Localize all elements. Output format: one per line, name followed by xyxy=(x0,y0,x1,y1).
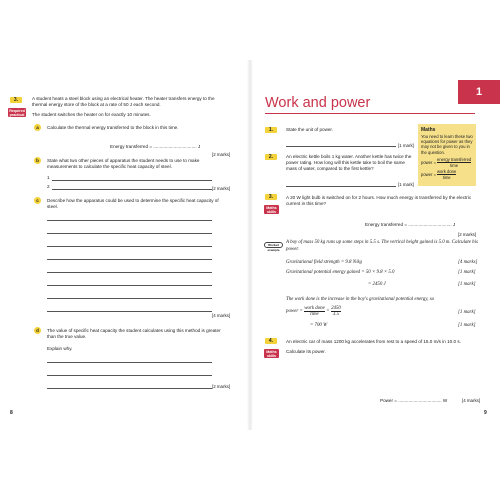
worked-line-1-marks: [4 marks] xyxy=(458,260,478,265)
part-c-answer-line[interactable] xyxy=(47,259,212,260)
part-c-answer-line[interactable] xyxy=(47,233,212,234)
part-b-label: b xyxy=(34,157,41,164)
worked-line-1: Gravitational field strength = 9.8 N/kg xyxy=(286,260,362,265)
worked-line-5-marks: [1 mark] xyxy=(458,310,476,315)
eq1-denominator: time xyxy=(450,162,459,168)
part-c-label: c xyxy=(34,197,41,204)
worked-example-badge: Worked example xyxy=(264,242,283,248)
q4-text-2: Calculate its power. xyxy=(286,349,326,354)
part-b-text: State what two other pieces of apparatus the student needs to use to make measurements to calculate the specific heat capacity of steel. xyxy=(47,158,200,169)
part-c-answer-line[interactable] xyxy=(47,311,212,312)
q3-switch-text: The student switches the heater on for exactly 10 minutes. xyxy=(32,112,151,117)
q1-text: State the unit of power. xyxy=(286,127,333,132)
l5-left: power = xyxy=(286,309,303,314)
chapter-tab: 1 xyxy=(458,80,500,104)
worked-line-5 xyxy=(286,306,341,317)
worked-text: A boy of mass 50 kg runs up some steps in 5.5 s. The vertical height gained is 5.0 m. Calculate his power. xyxy=(286,240,478,252)
q3-intro: A student heats a steel block using an electrical heater. The heater transfers energy to the thermal energy store of the block at a rate of 50 J each second. xyxy=(32,96,215,107)
part-b-item-2: 2 xyxy=(47,184,50,189)
maths-eq-1 xyxy=(421,157,473,168)
q1-marks: [1 mark] xyxy=(398,143,414,148)
part-c-answer-line[interactable] xyxy=(47,246,212,247)
part-a-marks: [2 marks] xyxy=(212,152,231,157)
header-rule xyxy=(265,113,475,114)
q1-answer-line[interactable] xyxy=(286,146,396,147)
q2-number: 2. xyxy=(265,154,277,160)
part-b-item-1: 1 xyxy=(47,175,50,180)
part-b-marks: [2 marks] xyxy=(212,186,231,191)
part-c-text: Describe how the apparatus could be used to determine the specific heat capacity of steel. xyxy=(47,198,219,209)
eq1-numerator: energy transferred xyxy=(437,156,472,162)
part-a-label: a xyxy=(34,124,41,131)
worked-line-6-marks: [1 mark] xyxy=(458,323,476,328)
part-a-text: Calculate the thermal energy transferred to the block in this time. xyxy=(47,125,179,130)
q4-text: An electric car of mass 1200 kg accelerates from rest to a speed of 15.0 m/s in 10.0 s. xyxy=(286,339,461,344)
left-page-number: 8 xyxy=(10,410,13,416)
worked-line-2: Gravitational potential energy gained = 50 × 9.8 × 5.0 xyxy=(286,270,395,275)
part-c-answer-line[interactable] xyxy=(47,220,212,221)
right-page xyxy=(250,0,500,500)
q2-text: An electric kettle boils 1 kg water. Another kettle has twice the power rating. How long will this kettle take to boil the same mass of water, compared to the first kettle? xyxy=(286,154,412,171)
part-c-answer-line[interactable] xyxy=(47,285,212,286)
required-practical-tag: Required practical xyxy=(9,108,25,117)
q4-number: 4. xyxy=(265,338,277,344)
worked-line-2-marks: [1 mark] xyxy=(458,270,476,275)
part-a-answer[interactable]: Energy transferred = .................................. J xyxy=(110,144,201,149)
part-d-answer-line[interactable] xyxy=(47,388,212,389)
part-d-answer-line[interactable] xyxy=(47,362,212,363)
eq2-left: power = xyxy=(421,171,437,177)
part-d-answer-line[interactable] xyxy=(47,375,212,376)
maths-box xyxy=(418,124,476,186)
l5-numerator-2: 2450 xyxy=(331,306,341,311)
l5-equals: = xyxy=(326,309,330,314)
part-c-answer-line[interactable] xyxy=(47,272,212,273)
q3-maths-skills-tag: Maths skills xyxy=(264,205,279,214)
q3-number: 3. xyxy=(265,194,277,200)
page-title: Work and power xyxy=(265,95,371,111)
worked-line-3-marks: [1 mark] xyxy=(458,282,476,287)
q4-marks: [4 marks] xyxy=(462,398,481,403)
part-c-marks: [4 marks] xyxy=(212,313,231,318)
worked-line-6: = 700 W xyxy=(310,323,328,328)
q4-answer[interactable]: Power = .................................. W xyxy=(380,398,448,403)
eq2-denominator: time xyxy=(442,174,451,180)
worked-line-4: The work done is the increase in the boy's gravitational potential energy, so xyxy=(286,297,435,302)
q3-marks: [2 marks] xyxy=(458,232,477,237)
q3-answer[interactable]: Energy transferred = .................................. J xyxy=(365,222,456,227)
q3-number: 3. xyxy=(10,97,22,103)
eq2-numerator: work done xyxy=(437,168,457,174)
part-d-text: The value of specific heat capacity the student calculates using this method is greater than the true value. xyxy=(47,328,221,339)
l5-denominator-2: 3.5 xyxy=(332,312,340,317)
q4-maths-skills-tag: Maths skills xyxy=(264,349,279,358)
l5-numerator: work done xyxy=(304,306,325,311)
q3-text: A 20 W light bulb is switched on for 2 hours. How much energy is transferred by the electric current in this time? xyxy=(286,195,472,206)
right-page-number: 9 xyxy=(484,410,487,416)
part-d-label: d xyxy=(34,327,41,334)
maths-box-text: You need to learn these two equations for power as they may not be given to you in the question. xyxy=(421,134,473,155)
part-b-answer-line-1[interactable] xyxy=(52,180,212,181)
q1-number: 1. xyxy=(265,127,277,133)
worked-line-3: = 2450 J xyxy=(368,282,386,287)
maths-eq-2 xyxy=(421,169,473,180)
part-b-answer-line-2[interactable] xyxy=(52,189,212,190)
q2-marks: [1 mark] xyxy=(398,182,414,187)
part-d-explain: Explain why. xyxy=(47,346,73,351)
eq1-left: power = xyxy=(421,159,437,165)
maths-box-title: Maths xyxy=(421,127,436,133)
part-c-answer-line[interactable] xyxy=(47,298,212,299)
q2-answer-line[interactable] xyxy=(286,186,396,187)
part-d-marks: [2 marks] xyxy=(212,384,231,389)
l5-denominator: time xyxy=(310,312,319,317)
